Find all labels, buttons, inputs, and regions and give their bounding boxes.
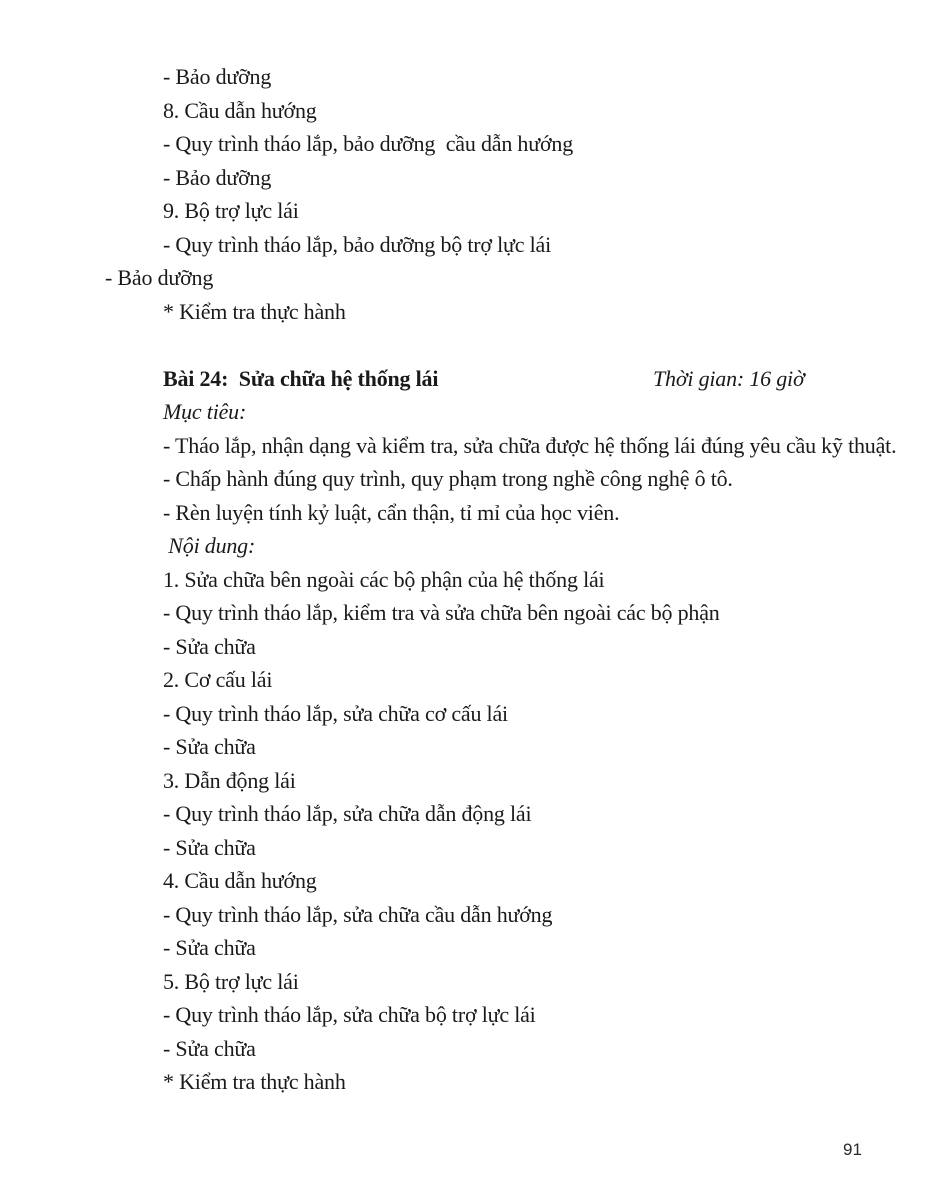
content-line: - Quy trình tháo lắp, sửa chữa cầu dẫn hướng bbox=[163, 901, 553, 927]
doc-line: 8. Cầu dẫn hướng bbox=[163, 97, 317, 123]
content-line: 2. Cơ cấu lái bbox=[163, 667, 273, 692]
lesson-duration: Thời gian: 16 giờ bbox=[653, 365, 805, 391]
content-line: - Sửa chữa bbox=[163, 834, 256, 860]
doc-line: - Quy trình tháo lắp, bảo dưỡng cầu dẫn hướng bbox=[163, 131, 573, 156]
content-line: - Sửa chữa bbox=[163, 935, 256, 960]
content-line: 5. Bộ trợ lực lái bbox=[163, 968, 299, 994]
content-heading: Nội dung: bbox=[163, 533, 256, 558]
lesson-heading-row bbox=[0, 362, 927, 396]
content-line: - Sửa chữa bbox=[163, 1035, 256, 1061]
objective-line: - Rèn luyện tính kỷ luật, cẩn thận, tỉ mỉ của học viên. bbox=[163, 499, 620, 525]
content-line: - Sửa chữa bbox=[163, 734, 256, 759]
doc-line: - Bảo dưỡng bbox=[163, 164, 272, 190]
page-number: 91 bbox=[843, 1140, 862, 1159]
doc-line: 9. Bộ trợ lực lái bbox=[163, 198, 299, 223]
doc-line: - Bảo dưỡng bbox=[163, 64, 272, 89]
objectives-heading: Mục tiêu: bbox=[163, 399, 247, 424]
practice-test-line: * Kiểm tra thực hành bbox=[163, 1069, 346, 1094]
objective-line: - Tháo lắp, nhận dạng và kiểm tra, sửa chữa được hệ thống lái đúng yêu cầu kỹ thuật. bbox=[163, 432, 897, 458]
objective-line: - Chấp hành đúng quy trình, quy phạm trong nghề công nghệ ô tô. bbox=[163, 466, 733, 491]
content-line: - Quy trình tháo lắp, kiểm tra và sửa chữa bên ngoài các bộ phận bbox=[163, 600, 720, 625]
content-line: - Quy trình tháo lắp, sửa chữa dẫn động lái bbox=[163, 801, 532, 826]
doc-line: - Quy trình tháo lắp, bảo dưỡng bộ trợ lực lái bbox=[163, 231, 552, 257]
doc-line-outdented: - Bảo dưỡng bbox=[105, 265, 214, 290]
practice-test-line: * Kiểm tra thực hành bbox=[163, 298, 346, 324]
content-line: - Quy trình tháo lắp, sửa chữa bộ trợ lực lái bbox=[163, 1002, 536, 1027]
content-line: - Sửa chữa bbox=[163, 633, 256, 659]
section-gap bbox=[0, 328, 927, 362]
content-line: - Quy trình tháo lắp, sửa chữa cơ cấu lái bbox=[163, 700, 508, 726]
content-line: 3. Dẫn động lái bbox=[163, 767, 296, 793]
lesson-title: Bài 24: Sửa chữa hệ thống lái bbox=[163, 365, 439, 391]
content-line: 4. Cầu dẫn hướng bbox=[163, 868, 317, 893]
content-line: 1. Sửa chữa bên ngoài các bộ phận của hệ thống lái bbox=[163, 566, 605, 592]
